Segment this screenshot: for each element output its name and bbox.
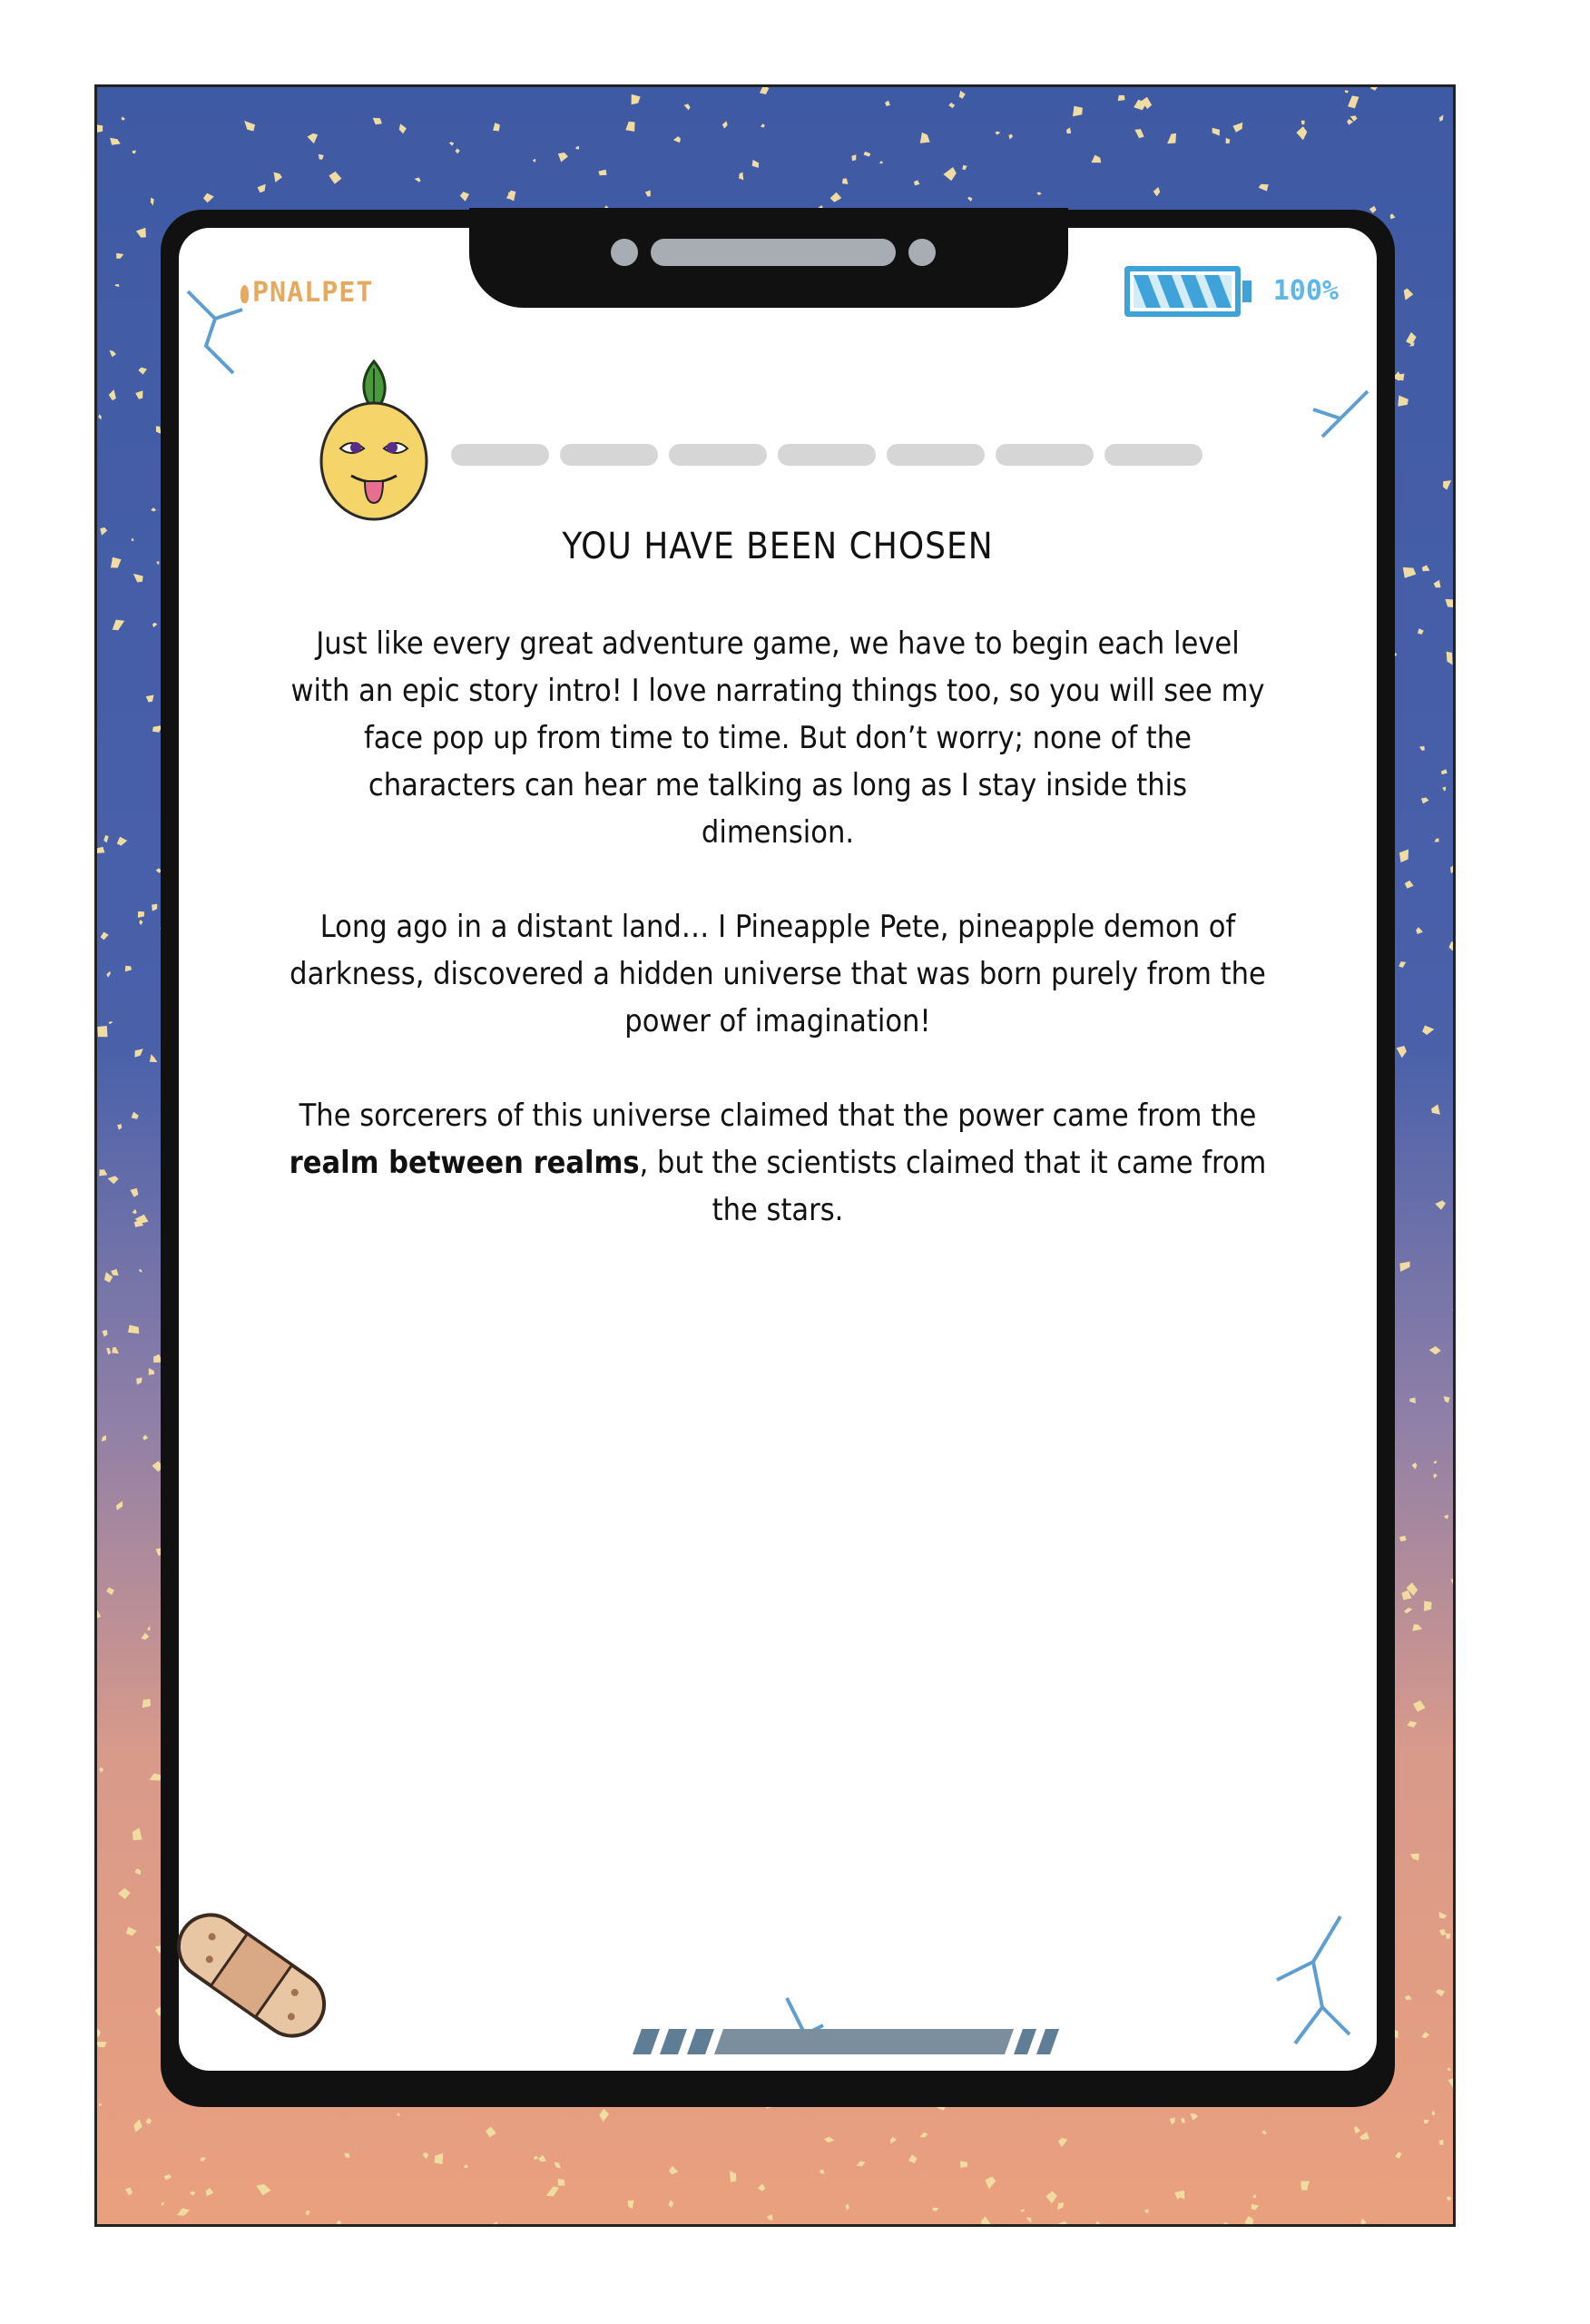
paragraph-3-end: , but the scientists claimed that it came from the stars. <box>639 1145 1267 1228</box>
confetti-speck <box>1424 2120 1429 2124</box>
confetti-speck <box>142 1699 151 1708</box>
confetti-speck <box>1262 2131 1268 2134</box>
confetti-speck <box>1419 746 1425 751</box>
confetti-speck <box>97 2042 107 2047</box>
confetti-speck <box>132 1209 137 1215</box>
confetti-speck <box>1361 2219 1367 2226</box>
background-frame <box>94 84 1456 2227</box>
confetti-speck <box>329 172 341 184</box>
confetti-speck <box>1452 1307 1456 1315</box>
confetti-speck <box>981 2217 991 2228</box>
confetti-speck <box>986 2177 996 2190</box>
confetti-speck <box>1447 652 1453 665</box>
confetti-speck <box>132 151 136 154</box>
confetti-speck <box>1244 2216 1253 2227</box>
confetti-speck <box>933 2208 939 2211</box>
confetti-speck <box>177 2208 190 2216</box>
confetti-speck <box>344 2153 349 2158</box>
confetti-speck <box>138 911 144 918</box>
confetti-speck <box>558 2179 565 2186</box>
confetti-speck <box>464 2164 468 2168</box>
confetti-speck <box>203 193 214 203</box>
confetti-speck <box>558 153 568 162</box>
confetti-speck <box>1454 528 1456 533</box>
confetti-speck <box>109 1021 113 1024</box>
confetti-speck <box>308 133 319 143</box>
confetti-speck <box>99 2103 102 2107</box>
confetti-speck <box>1434 1461 1438 1463</box>
confetti-speck <box>758 2183 766 2191</box>
confetti-speck <box>201 2157 207 2162</box>
confetti-speck <box>1370 87 1378 91</box>
confetti-speck <box>920 133 930 143</box>
confetti-speck <box>306 2211 310 2216</box>
confetti-speck <box>1429 1346 1441 1354</box>
confetti-speck <box>274 172 282 182</box>
confetti-speck <box>1421 797 1429 803</box>
confetti-speck <box>136 228 146 238</box>
confetti-speck <box>1443 480 1451 490</box>
confetti-speck <box>1447 2196 1452 2201</box>
confetti-speck <box>1407 1721 1417 1728</box>
confetti-speck <box>113 620 125 631</box>
confetti-speck <box>533 159 536 162</box>
confetti-speck <box>136 1377 142 1384</box>
confetti-speck <box>130 1188 138 1197</box>
confetti-speck <box>100 527 107 536</box>
confetti-speck <box>851 154 856 161</box>
confetti-speck <box>1442 787 1446 792</box>
confetti-speck <box>1296 126 1307 140</box>
progress-segment <box>887 444 985 466</box>
confetti-speck <box>1438 2140 1443 2145</box>
confetti-speck <box>110 350 117 358</box>
confetti-speck <box>1453 1933 1456 1938</box>
battery-fill <box>1134 275 1232 308</box>
confetti-speck <box>1432 2110 1436 2115</box>
confetti-speck <box>842 179 849 185</box>
confetti-speck <box>1026 2217 1032 2222</box>
confetti-speck <box>1448 2068 1451 2071</box>
confetti-speck <box>486 2127 496 2138</box>
crack-decoration <box>1304 382 1377 455</box>
phone-notch <box>469 208 1068 308</box>
confetti-speck <box>1431 1104 1440 1114</box>
confetti-speck <box>575 146 579 150</box>
confetti-speck <box>132 1827 142 1840</box>
confetti-speck <box>161 2201 164 2205</box>
confetti-speck <box>669 2166 678 2175</box>
confetti-speck <box>1403 567 1417 578</box>
confetti-speck <box>730 2171 736 2181</box>
confetti-speck <box>761 123 765 127</box>
confetti-speck <box>108 1176 119 1184</box>
brand-text: PNALPET <box>252 277 374 309</box>
confetti-speck <box>1409 1397 1416 1403</box>
confetti-speck <box>256 2184 270 2196</box>
confetti-speck <box>163 2174 172 2181</box>
confetti-speck <box>97 1610 101 1619</box>
confetti-speck <box>1170 2117 1175 2124</box>
confetti-speck <box>1399 850 1408 863</box>
confetti-speck <box>830 192 842 202</box>
confetti-speck <box>1058 2138 1067 2147</box>
confetti-speck <box>752 160 760 168</box>
confetti-speck <box>460 192 469 202</box>
confetti-speck <box>1345 90 1349 94</box>
confetti-speck <box>1448 2078 1457 2090</box>
confetti-speck <box>1413 1700 1426 1712</box>
confetti-speck <box>148 1626 151 1630</box>
confetti-speck <box>879 161 883 163</box>
confetti-speck <box>919 2132 928 2138</box>
confetti-speck <box>111 1269 118 1275</box>
confetti-speck <box>1057 2202 1064 2210</box>
confetti-speck <box>632 94 641 104</box>
confetti-speck <box>1251 2204 1260 2211</box>
progress-segment <box>451 444 549 466</box>
confetti-speck <box>824 2137 834 2143</box>
confetti-speck <box>1399 1262 1409 1272</box>
battery-percent: 100% <box>1272 275 1339 307</box>
confetti-speck <box>1008 134 1013 140</box>
confetti-speck <box>132 1112 139 1119</box>
confetti-speck <box>1422 1026 1434 1036</box>
confetti-speck <box>110 138 121 145</box>
confetti-speck <box>1390 213 1396 219</box>
confetti-speck <box>960 2161 967 2168</box>
confetti-speck <box>1445 599 1456 608</box>
confetti-speck <box>1450 1579 1456 1590</box>
crack-decoration <box>1232 1907 1359 2053</box>
confetti-speck <box>98 414 102 419</box>
confetti-speck <box>846 2204 850 2211</box>
confetti-speck <box>1444 1514 1448 1519</box>
confetti-speck <box>885 101 890 106</box>
confetti-speck <box>995 132 1000 135</box>
paragraph-3-bold: realm between realms <box>289 1145 640 1181</box>
confetti-speck <box>948 103 955 108</box>
confetti-speck <box>1439 1929 1447 1936</box>
confetti-speck <box>625 122 634 132</box>
story-paragraph-2: Long ago in a distant land… I Pineapple Pete, pineapple demon of darkness, discovered a hidden universe that was born purely from the power of imagination! <box>290 909 1266 1039</box>
confetti-speck <box>1418 628 1424 635</box>
confetti-speck <box>645 191 651 197</box>
confetti-speck <box>114 284 119 287</box>
confetti-speck <box>628 2201 634 2209</box>
confetti-speck <box>99 1767 103 1772</box>
confetti-speck <box>739 172 743 181</box>
progress-segment <box>778 444 876 466</box>
confetti-speck <box>1144 2209 1149 2213</box>
progress-segment <box>996 444 1094 466</box>
confetti-speck <box>962 165 967 170</box>
confetti-speck <box>1191 2113 1199 2121</box>
confetti-speck <box>890 2137 897 2144</box>
confetti-speck <box>1118 95 1125 101</box>
confetti-speck <box>190 2191 196 2195</box>
battery-icon <box>1124 266 1241 317</box>
confetti-speck <box>244 121 255 132</box>
confetti-speck <box>151 507 156 511</box>
confetti-speck <box>435 2153 444 2164</box>
confetti-speck <box>864 152 871 157</box>
confetti-speck <box>319 154 324 160</box>
confetti-speck <box>106 1348 111 1355</box>
confetti-speck <box>1434 580 1441 587</box>
confetti-speck <box>1094 2221 1101 2227</box>
confetti-speck <box>399 123 407 133</box>
confetti-speck <box>1220 2222 1230 2227</box>
confetti-speck <box>449 142 454 145</box>
confetti-speck <box>1435 838 1439 842</box>
story-text <box>288 620 1268 1281</box>
confetti-speck <box>1422 565 1430 571</box>
confetti-speck <box>599 2109 609 2122</box>
speaker-bar <box>651 239 896 266</box>
confetti-speck <box>1444 1396 1450 1403</box>
confetti-speck <box>857 2161 866 2166</box>
confetti-speck <box>258 184 266 192</box>
confetti-speck <box>767 2214 773 2221</box>
confetti-speck <box>918 2226 926 2227</box>
confetti-speck <box>1399 1536 1407 1542</box>
confetti-speck <box>1359 2132 1369 2140</box>
confetti-speck <box>908 2154 918 2163</box>
confetti-speck <box>1369 206 1377 213</box>
confetti-speck <box>337 2221 342 2227</box>
confetti-speck <box>1226 138 1231 143</box>
confetti-speck <box>1412 1624 1422 1631</box>
confetti-speck <box>150 1054 158 1062</box>
confetti-speck <box>1232 123 1242 133</box>
confetti-speck <box>118 1888 131 1899</box>
confetti-speck <box>1439 114 1444 122</box>
pineapple-pete-avatar <box>315 359 433 523</box>
confetti-speck <box>149 1368 155 1375</box>
confetti-speck <box>1436 1989 1446 1996</box>
confetti-speck <box>101 932 109 940</box>
confetti-speck <box>103 835 109 843</box>
confetti-speck <box>1057 2221 1071 2227</box>
confetti-speck <box>1395 2152 1401 2159</box>
confetti-speck <box>1439 1912 1448 1919</box>
confetti-speck <box>546 2186 559 2196</box>
confetti-speck <box>820 2170 825 2174</box>
confetti-speck <box>1435 1200 1446 1209</box>
confetti-speck <box>1446 1934 1450 1939</box>
confetti-speck <box>1073 106 1083 117</box>
confetti-speck <box>97 2028 101 2037</box>
confetti-speck <box>1448 941 1456 950</box>
confetti-speck <box>1412 1462 1418 1470</box>
confetti-speck <box>1347 119 1353 125</box>
confetti-speck <box>1259 184 1269 192</box>
confetti-speck <box>415 178 421 182</box>
confetti-speck <box>1153 187 1161 196</box>
confetti-speck <box>1300 2181 1310 2187</box>
confetti-speck <box>684 103 691 110</box>
confetti-speck <box>97 1026 107 1037</box>
confetti-speck <box>1354 2126 1360 2133</box>
story-paragraph-3 <box>288 1092 1268 1234</box>
confetti-speck <box>1404 1608 1413 1614</box>
confetti-speck <box>1397 1046 1407 1058</box>
confetti-speck <box>102 1435 106 1442</box>
story-paragraph-1: Just like every great adventure game, we have to begin each level with an epic story intro! I love narrating things too, so you will see my face pop up from time to time. But don’t worry; none of the characters can hear me talking as long as I stay inside this dimension. <box>290 625 1265 851</box>
notch-dot <box>908 239 936 266</box>
confetti-speck <box>1399 961 1406 968</box>
paragraph-3-start: The sorcerers of this universe claimed that the power came from the <box>299 1098 1257 1134</box>
bandage-icon <box>152 1903 351 2048</box>
confetti-speck <box>1092 155 1102 163</box>
progress-segment <box>1104 444 1202 466</box>
confetti-speck <box>117 1124 122 1130</box>
confetti-speck <box>141 1633 149 1640</box>
confetti-speck <box>152 623 158 628</box>
confetti-speck <box>133 2119 142 2132</box>
confetti-speck <box>1037 192 1042 195</box>
confetti-speck <box>373 118 382 125</box>
confetti-speck <box>1433 1473 1438 1479</box>
confetti-speck <box>106 971 111 978</box>
confetti-speck <box>132 537 134 541</box>
confetti-speck <box>1348 95 1359 108</box>
phone-device <box>161 210 1395 2107</box>
confetti-speck <box>206 2188 214 2196</box>
confetti-speck <box>104 1272 113 1283</box>
confetti-speck <box>139 1269 142 1273</box>
confetti-speck <box>722 121 728 128</box>
confetti-speck <box>489 2221 498 2227</box>
confetti-speck <box>145 2118 152 2124</box>
confetti-speck <box>456 149 460 154</box>
confetti-speck <box>760 87 769 94</box>
confetti-speck <box>1181 2118 1185 2123</box>
confetti-speck <box>125 966 132 972</box>
confetti-speck <box>1167 133 1176 143</box>
confetti-speck <box>959 91 966 99</box>
confetti-speck <box>1406 332 1417 345</box>
confetti-speck <box>97 847 105 853</box>
confetti-speck <box>122 116 126 121</box>
confetti-speck <box>99 1169 107 1176</box>
confetti-speck <box>1066 127 1071 133</box>
confetti-speck <box>97 124 103 133</box>
confetti-speck <box>1252 2195 1256 2199</box>
confetti-speck <box>1398 396 1408 407</box>
confetti-speck <box>151 198 154 206</box>
confetti-speck <box>126 1926 137 1935</box>
confetti-speck <box>538 2155 546 2162</box>
confetti-speck <box>1450 865 1455 874</box>
confetti-speck <box>1424 1601 1431 1611</box>
confetti-speck <box>146 695 154 703</box>
confetti-speck <box>506 191 515 200</box>
confetti-speck <box>1021 2210 1026 2212</box>
progress-segment <box>560 444 658 466</box>
confetti-speck <box>398 2113 400 2117</box>
confetti-speck <box>1404 289 1414 300</box>
confetti-speck <box>1454 1448 1456 1454</box>
confetti-speck <box>1405 881 1414 889</box>
confetti-speck <box>943 167 956 181</box>
bottom-progress-bar <box>633 2029 1068 2054</box>
confetti-speck <box>914 180 920 185</box>
phone-screen <box>179 228 1377 2071</box>
confetti-speck <box>1212 128 1220 136</box>
confetti-speck <box>1045 2191 1056 2204</box>
confetti-speck <box>534 2156 539 2161</box>
confetti-speck <box>967 197 972 202</box>
battery-cap <box>1242 281 1251 302</box>
confetti-speck <box>423 2152 429 2160</box>
confetti-speck <box>134 1049 142 1057</box>
notch-dot <box>611 239 638 266</box>
confetti-speck <box>493 123 500 131</box>
confetti-speck <box>134 1868 141 1875</box>
confetti-speck <box>1421 2032 1429 2038</box>
page-title: YOU HAVE BEEN CHOSEN <box>562 526 994 567</box>
confetti-speck <box>1410 1854 1419 1861</box>
confetti-speck <box>668 2200 673 2208</box>
confetti-speck <box>106 1588 114 1596</box>
confetti-speck <box>135 390 142 399</box>
confetti-speck <box>555 2162 561 2169</box>
progress-segment <box>669 444 767 466</box>
confetti-speck <box>117 837 128 846</box>
confetti-speck <box>152 904 157 911</box>
confetti-speck <box>1134 129 1143 138</box>
confetti-speck <box>139 920 142 925</box>
confetti-speck <box>1441 769 1448 774</box>
confetti-speck <box>102 1330 107 1337</box>
confetti-speck <box>133 574 143 583</box>
confetti-speck <box>1416 927 1423 934</box>
confetti-speck <box>116 253 123 259</box>
confetti-speck <box>138 368 147 375</box>
confetti-speck <box>1405 1995 1412 2001</box>
confetti-speck <box>673 136 681 143</box>
confetti-speck <box>598 170 606 176</box>
confetti-speck <box>116 1501 123 1510</box>
confetti-speck <box>1301 121 1305 124</box>
confetti-speck <box>125 2188 132 2196</box>
confetti-speck <box>112 1347 119 1354</box>
confetti-speck <box>128 1324 139 1334</box>
confetti-speck <box>156 561 159 565</box>
confetti-speck <box>142 1435 148 1441</box>
crack-decoration <box>179 282 288 391</box>
confetti-speck <box>109 389 116 400</box>
